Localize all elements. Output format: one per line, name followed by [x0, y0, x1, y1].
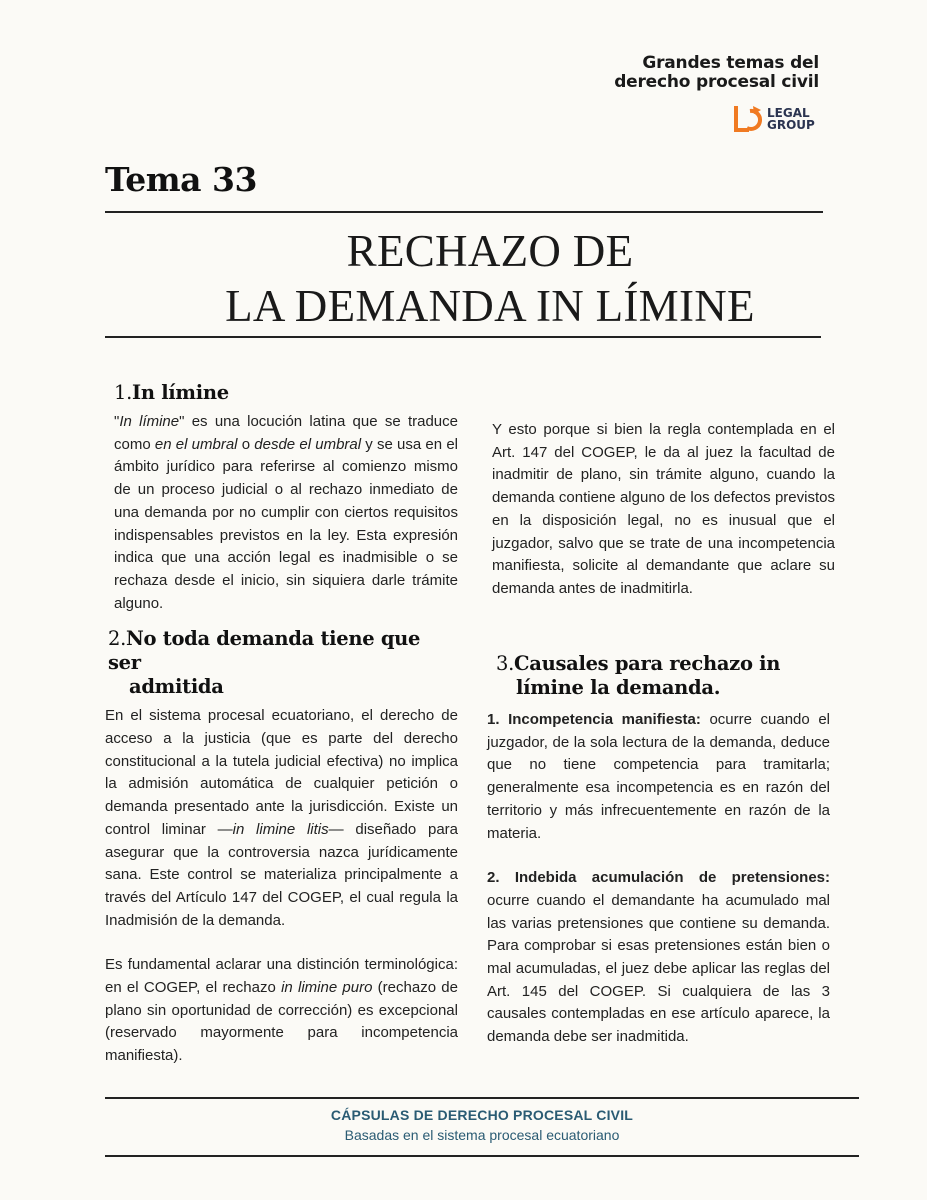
brand-title-line1: Grandes temas del: [642, 53, 819, 73]
logo-text-line2: GROUP: [767, 118, 815, 132]
legal-group-logo: [733, 104, 823, 134]
section1-heading: [105, 381, 458, 405]
right-column-top: [492, 419, 835, 601]
section3-number: 3.: [496, 652, 515, 675]
topic-number: Tema 33: [105, 160, 257, 199]
text-run: ocurre cuando el demandante ha acumulado mal las varias pretensiones que contiene su demanda. Para comprobar si esas pretensiones están bien o mal acumuladas, el juez debe aplicar las reglas del Art. 145 del COGEP. Si cualquiera de las 3 causales contempladas en ese artículo aparece, la demanda debe ser inadmitida.: [487, 891, 830, 1046]
logo-text: [767, 107, 815, 131]
main-title-line1: RECHAZO DE: [346, 226, 634, 276]
main-title-line2: LA DEMANDA IN LÍMINE: [225, 281, 755, 331]
brand-title: [499, 54, 819, 92]
italic-term: in limine litis: [232, 820, 329, 838]
section2-paragraph1: [105, 705, 458, 932]
divider-footer-bottom: [105, 1155, 859, 1157]
text-run: y se usa en el ámbito jurídico para referirse al comienzo mismo de un proceso judicial o al rechazo inmediato de una demanda por no cumplir con ciertos requisitos indispensables previstos en la ley. Esta expresión indica que una acción legal es inadmisible o se rechaza desde el inicio, sin siquiera darle trámite alguno.: [114, 435, 458, 612]
section2-paragraph2: [105, 954, 458, 1068]
divider-title: [105, 336, 821, 338]
italic-term: desde el umbral: [254, 435, 362, 453]
section3-heading: [487, 652, 830, 700]
logo-text-line1: LEGAL: [767, 106, 810, 120]
text-run: ": [114, 413, 120, 430]
section3-title-line1: Causales para rechazo in: [514, 652, 781, 675]
italic-term: in limine puro: [281, 979, 373, 997]
italic-term: en el umbral: [154, 435, 238, 453]
left-column: [105, 381, 458, 1068]
text-run: Es fundamental aclarar una distinción terminológica: en el COGEP, el rechazo: [105, 956, 458, 997]
lg-logo-icon: [733, 104, 763, 134]
right-paragraph1: Y esto porque si bien la regla contemplada en el Art. 147 del COGEP, le da al juez la facultad de inadmitir de plano, sin trámite alguno, cuando la demanda contiene alguno de los defectos previstos en la disposición legal, no es inusual que el juzgador, salvo que se trate de una incompetencia manifiesta, solicite al demandante que aclare su demanda antes de inadmitirla.: [492, 421, 835, 597]
divider-top: [105, 211, 823, 213]
section1-title: In límine: [132, 381, 229, 404]
section2-heading: [105, 627, 458, 699]
text-run: — diseñado para asegurar que la controversia nazca jurídicamente sana. Este control se materializa principalmente a través del Artículo 147 del COGEP, el cual regula la Inadmisión de la demanda.: [105, 820, 459, 929]
divider-footer-top: [105, 1097, 859, 1099]
text-run: ocurre cuando el juzgador, de la sola lectura de la demanda, deduce que no tiene competencia para tramitarla; generalmente esa incompetencia es en razón del territorio y más infrecuentemente en razón de la materia.: [487, 711, 830, 842]
section2-title-line2: admitida: [129, 675, 224, 699]
brand-title-line2: derecho procesal civil: [614, 72, 819, 92]
section2-number: 2.: [108, 627, 127, 651]
right-column-bottom: [487, 652, 830, 1049]
section2-title-line1: No toda demanda tiene que ser: [108, 627, 421, 675]
item1-label: 1. Incompetencia manifiesta:: [487, 711, 701, 728]
text-run: En el sistema procesal ecuatoriano, el derecho de acceso a la justicia (que es parte del derecho constitucional a la tutela judicial efectiva) no implica la admisión automática de cualquier petición o demanda presentado ante la jurisdicción. Existe un control liminar —: [105, 707, 458, 838]
footer-subtitle: Basadas en el sistema procesal ecuatoriano: [344, 1127, 620, 1143]
section3-item1: [487, 709, 830, 845]
main-title: [105, 224, 875, 334]
section3-title-line2: límine la demanda.: [516, 676, 721, 699]
section3-item2: [487, 867, 830, 1049]
footer-title: CÁPSULAS DE DERECHO PROCESAL CIVIL: [330, 1107, 634, 1123]
text-run: " es una locución latina que se traduce como: [114, 413, 458, 453]
text-run: (rechazo de plano sin oportunidad de corrección) es excepcional (reservado mayormente para incompetencia manifiesta).: [105, 979, 458, 1065]
text-run: o: [237, 435, 255, 453]
section1-number: 1.: [114, 381, 133, 404]
section1-paragraph: [105, 411, 458, 615]
item2-label: 2. Indebida acumulación de pretensiones:: [487, 869, 830, 887]
italic-term: In límine: [119, 413, 180, 430]
